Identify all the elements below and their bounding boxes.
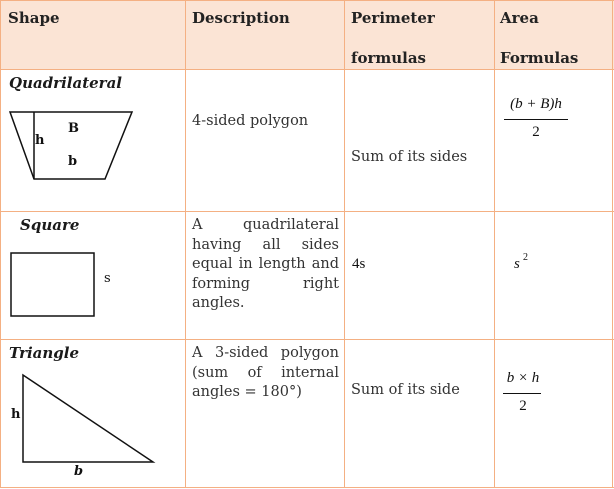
area-formula-triangle [500, 370, 546, 422]
grid-line [185, 0, 186, 488]
trapezoid-label-top: B [68, 121, 79, 136]
trapezoid-label-height: h [35, 133, 45, 148]
triangle-label-base: b [74, 464, 84, 479]
grid-line [612, 0, 613, 488]
grid-line [0, 487, 614, 488]
grid-line [0, 339, 614, 340]
perimeter-square: 4s [352, 256, 366, 272]
description-square: A quadrilateral having all sides equal in length and forming right angles. [192, 217, 339, 311]
header-perimeter-line1: Perimeter [351, 9, 435, 27]
grid-line [0, 0, 1, 488]
area-numerator: (b + B)h [510, 96, 562, 112]
square-figure [10, 252, 96, 318]
shape-name-square: Square [20, 216, 80, 234]
fraction-bar [503, 393, 541, 394]
area-numerator: b × h [506, 370, 540, 386]
trapezoid-figure [8, 108, 138, 183]
shape-name-quadrilateral: Quadrilateral [9, 74, 122, 92]
header-description: Description [192, 9, 290, 27]
grid-line [0, 211, 614, 212]
description-quadrilateral: 4-sided polygon [192, 113, 309, 129]
perimeter-quadrilateral: Sum of its sides [351, 149, 468, 165]
area-exponent: 2 [523, 252, 528, 263]
area-formula-quadrilateral [500, 96, 572, 148]
perimeter-triangle: Sum of its side [351, 382, 460, 398]
grid-line [0, 69, 614, 70]
area-base: s [514, 256, 520, 272]
shape-name-triangle: Triangle [9, 344, 80, 362]
triangle-label-height: h [11, 407, 21, 422]
area-denominator: 2 [532, 124, 540, 140]
grid-line [344, 0, 345, 488]
header-shape: Shape [8, 9, 60, 27]
description-triangle: A 3-sided polygon (sum of internal angles = 180°) [192, 345, 339, 400]
area-denominator: 2 [519, 398, 527, 414]
grid-line [494, 0, 495, 488]
header-perimeter-line2: formulas [351, 49, 426, 67]
header-area-line2: Formulas [500, 49, 579, 67]
square-label-side: s [104, 271, 111, 286]
area-formula-square [514, 252, 544, 276]
right-triangle-figure [10, 373, 155, 465]
fraction-bar [504, 119, 568, 120]
header-area-line1: Area [500, 9, 539, 27]
grid-line [0, 0, 614, 1]
trapezoid-label-bottom: b [68, 154, 78, 169]
